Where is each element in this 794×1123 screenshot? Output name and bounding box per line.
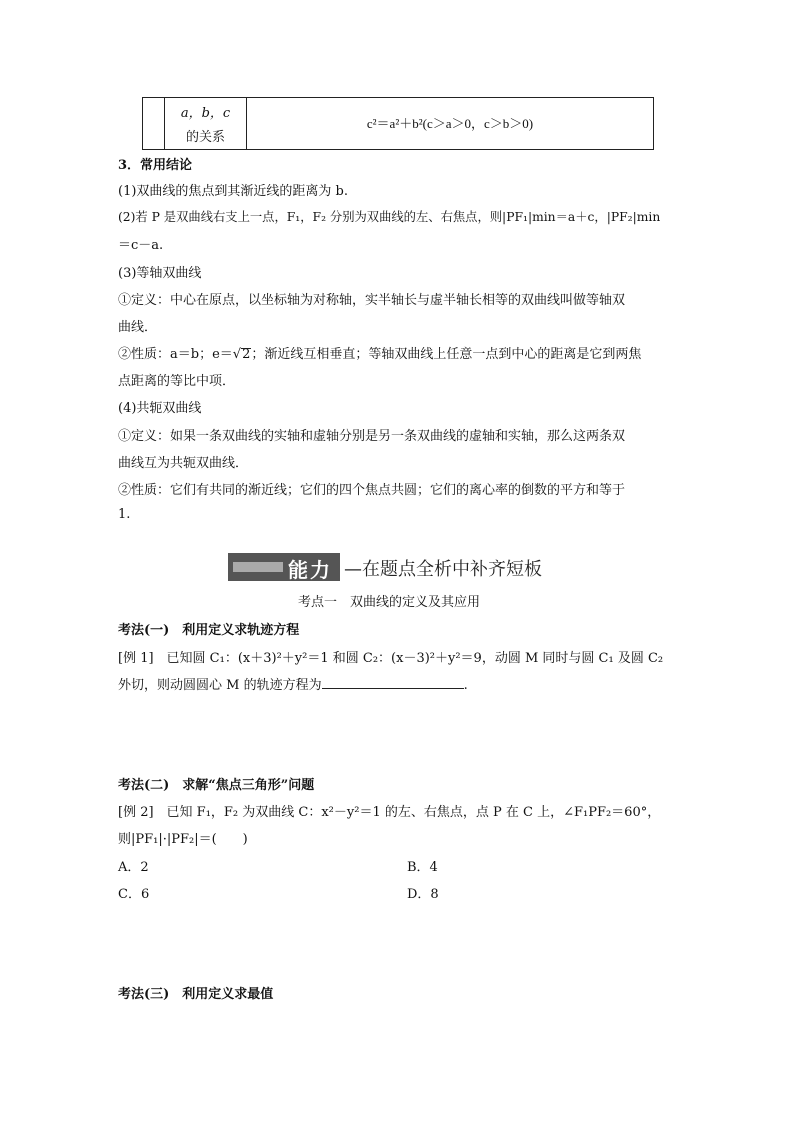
conclusion-3-property-line1	[118, 343, 641, 362]
example-2-line2: 则|PF₁|·|PF₂|＝( )	[118, 832, 248, 847]
ability-banner	[228, 553, 564, 581]
conclusion-4-property-line1: ②性质：它们有共同的渐近线；它们的四个焦点共圆；它们的离心率的倒数的平方和等于	[118, 483, 626, 498]
banner-bar	[228, 553, 340, 581]
option-c: C．6	[118, 887, 150, 902]
conclusion-4-definition-line1: ①定义：如果一条双曲线的实轴和虚轴分别是另一条双曲线的虚轴和实轴，那么这两条双	[118, 429, 626, 444]
conclusion-1: (1)双曲线的焦点到其渐近线的距离为 b.	[118, 184, 349, 199]
conclusion-4-title: (4)共轭双曲线	[118, 401, 202, 416]
conclusion-3-property-line2: 点距离的等比中项．	[118, 374, 236, 389]
method-1-title: 考法(一) 利用定义求轨迹方程	[118, 623, 300, 638]
example-1-line2	[118, 674, 468, 693]
option-d: D．8	[407, 887, 439, 902]
banner-subtitle: —在题点全析中补齐短板	[344, 559, 542, 580]
example-1-prompt: 外切，则动圆圆心 M 的轨迹方程为	[118, 678, 322, 693]
property-suffix: ；渐近线互相垂直；等轴双曲线上任意一点到中心的距离是它到两焦	[251, 347, 642, 362]
answer-blank	[322, 676, 464, 689]
option-b: B．4	[407, 860, 438, 875]
banner-label: 能力	[288, 558, 332, 582]
conclusion-3-definition-line2: 曲线．	[118, 320, 158, 335]
banner-bar-highlight	[233, 562, 283, 572]
table-label-line1: a，b，c	[180, 106, 231, 121]
conclusion-4-property-line2: 1.	[118, 507, 131, 522]
table-empty-cell	[143, 98, 165, 149]
point-title: 考点一 双曲线的定义及其应用	[298, 595, 481, 610]
option-a: A．2	[118, 860, 149, 875]
example-2-line1: [例 2] 已知 F₁，F₂ 为双曲线 C：x²－y²＝1 的左、右焦点，点 P 在 C 上，∠F₁PF₂＝60°，	[118, 805, 661, 820]
method-3-title: 考法(三) 利用定义求最值	[118, 987, 274, 1002]
conclusion-4-definition-line2: 曲线互为共轭双曲线．	[118, 456, 249, 471]
method-2-title: 考法(二) 求解“焦点三角形”问题	[118, 778, 315, 793]
table-label-line2: 的关系	[185, 130, 225, 145]
sqrt-symbol: √	[232, 347, 242, 362]
table-formula: c²＝a²＋b²(c＞a＞0，c＞b＞0)	[366, 116, 534, 131]
conclusion-2-line1: (2)若 P 是双曲线右支上一点，F₁，F₂ 分别为双曲线的左、右焦点，则|PF₁|min＝a＋c，|PF₂|min	[118, 210, 661, 224]
example-1-period: .	[463, 678, 468, 693]
property-prefix: ②性质：a＝b；e＝	[118, 347, 233, 362]
sqrt-value: 2	[242, 347, 251, 362]
section-heading: 3．常用结论	[118, 158, 193, 173]
table-label-cell	[165, 98, 247, 149]
example-1-line1: [例 1] 已知圆 C₁：(x＋3)²＋y²＝1 和圆 C₂：(x－3)²＋y²＝9，动圆 M 同时与圆 C₁ 及圆 C₂	[118, 651, 664, 666]
conclusion-3-title: (3)等轴双曲线	[118, 266, 202, 281]
relation-table	[142, 97, 654, 150]
conclusion-3-definition-line1: ①定义：中心在原点，以坐标轴为对称轴，实半轴长与虚半轴长相等的双曲线叫做等轴双	[118, 293, 626, 308]
conclusion-2-line2: ＝c－a.	[118, 238, 164, 253]
